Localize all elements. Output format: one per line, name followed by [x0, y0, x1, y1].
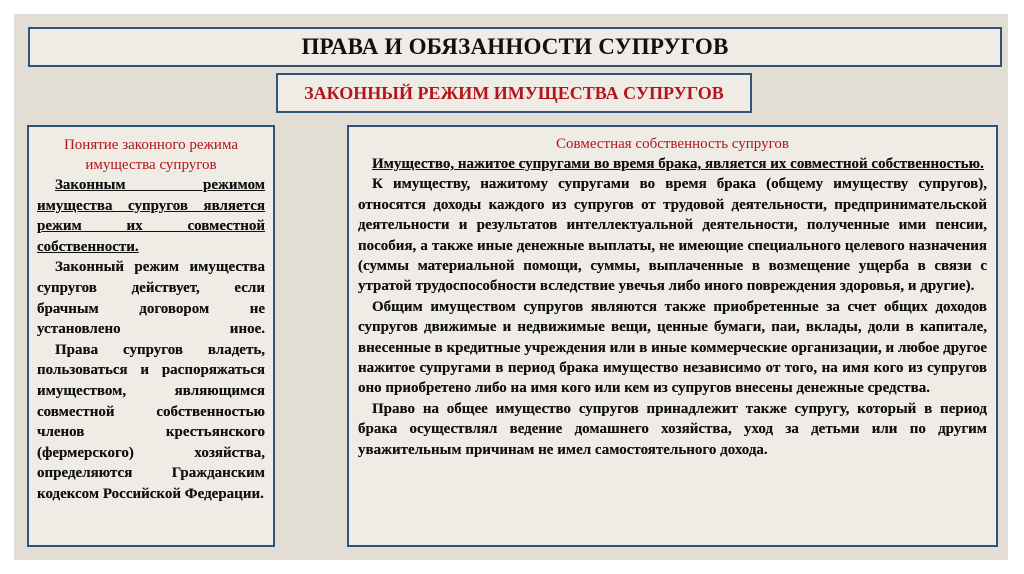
section-subtitle: ЗАКОННЫЙ РЕЖИМ ИМУЩЕСТВА СУПРУГОВ	[276, 73, 752, 113]
right-panel-paragraph-3: Общим имуществом супругов являются также приобретенные за счет общих доходов супругов движимые и недвижимые вещи, ценные бумаги, паи, вклады, доли в капитале, внесенные в кредитные учреждения или в иные коммерческие организации, и любое другое нажитое супругами в период брака имущество независимо от того, на имя кого из супругов оно приобретено либо на имя кого или кем из супругов внесены денежные средства.	[358, 298, 987, 397]
left-panel	[27, 125, 275, 547]
left-panel-heading: Понятие законного режима имущества супругов	[63, 137, 239, 173]
left-panel-paragraph-2: Законный режим имущества супругов действует, если брачным договором не установлено иное.	[37, 259, 265, 338]
left-panel-paragraph-1: Законным режимом имущества супругов является режим их совместной собственности.	[37, 177, 265, 255]
right-panel-heading: Совместная собственность супругов	[556, 136, 789, 152]
left-panel-paragraph-3: Права супругов владеть, пользоваться и распоряжаться имуществом, являющимся совместной собственностью членов крестьянского (фермерского) хозяйства, определяются Гражданским кодексом Российской Федерации.	[37, 341, 265, 502]
right-panel-paragraph-2: К имуществу, нажитому супругами во время брака (общему имуществу супругов), относятся доходы каждого из супругов от трудовой деятельности, предпринимательской деятельности и результатов интеллектуальной деятельности, полученные ими пенсии, пособия, а также иные денежные выплаты, не имеющие специального целевого назначения (суммы материальной помощи, суммы, выплаченные в возмещение ущерба в связи с утратой трудоспособности вследствие увечья либо иного повреждения здоровья, и другие).	[358, 176, 987, 295]
right-panel-paragraph-1: Имущество, нажитое супругами во время брака, является их совместной собственностью.	[372, 156, 984, 172]
page-title: ПРАВА И ОБЯЗАННОСТИ СУПРУГОВ	[28, 27, 1002, 67]
right-panel-paragraph-4: Право на общее имущество супругов принадлежит также супругу, который в период брака осуществлял ведение домашнего хозяйства, уход за детьми или по другим уважительным причинам не имел самостоятельного дохода.	[358, 400, 987, 458]
right-panel	[347, 125, 998, 547]
